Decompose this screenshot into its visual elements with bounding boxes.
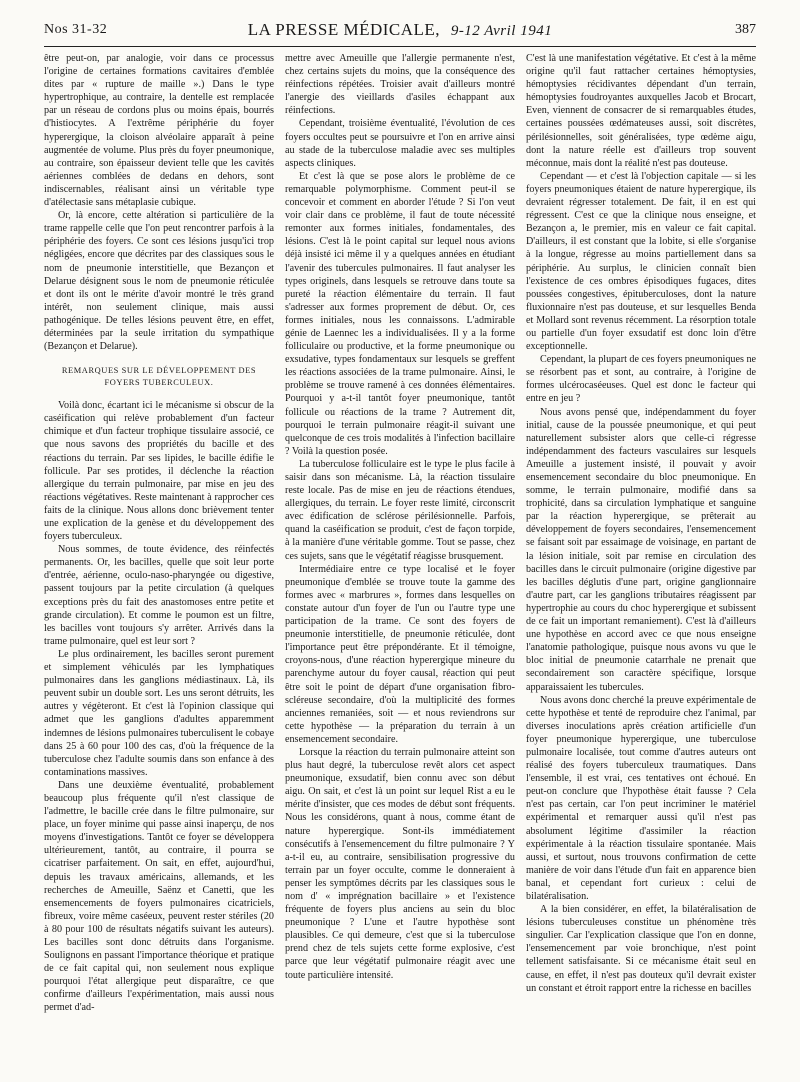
section-heading: REMARQUES SUR LE DÉVELOPPEMENT DES FOYERS TUBERCULEUX. xyxy=(61,366,257,388)
paragraph: mettre avec Ameuille que l'allergie permanente n'est, chez certains sujets du moins, que la conséquence des réinfections répétées. Troisier avait d'ailleurs montré l'anergie des vieillards d'asiles échappant aux réinfections. xyxy=(285,53,515,117)
header-rule xyxy=(44,46,756,47)
running-title xyxy=(44,20,756,40)
paragraph: Cependant, troisième éventualité, l'évolution de ces foyers occultes peut se poursuivre et l'on en arrive ainsi au stade de la tuberculose maladie avec ses multiples aspects cliniques. xyxy=(285,118,515,169)
paragraph: La tuberculose folliculaire est le type le plus facile à saisir dans son mécanisme. Là, la réaction tissulaire reste locale. Pas de mise en jeu de réactions étendues, allergiques, du terrain. Le foyer reste limité, circonscrit avec édification de sclérose périlésionnelle. Parfois, quand la caséification se produit, c'est de façon torpide, à la manière d'une véritable gomme. Tout se passe, chez ces sujets, sans que le végétatif réagisse brusquement. xyxy=(285,458,515,562)
journal-name: LA PRESSE MÉDICALE, xyxy=(247,20,441,39)
paragraph: C'est là une manifestation végétative. Et c'est à la même origine qu'il faut rattacher certaines hémoptysies, hémoptysies récidivantes dépendant d'un terrain, hémoptysies foudroyantes auxquelles Jacob et Brocart, Even, viennent de consacrer de si remarquables études, certaines poussées œdémateuses aussi, soit discrètes, périlésionnelles, soit généralisées, type œdème aigu, dont la nature réelle est d'ailleurs trop souvent méconnue, mais dont la réalité n'est pas douteuse. xyxy=(526,53,756,169)
paragraph: Le plus ordinairement, les bacilles seront purement et simplement véhiculés par les lymphatiques pulmonaires dans les ganglions médiastinaux. Là, ils peuvent subir un double sort. Les uns seront détruits, les autres y végèteront. Et c'est là l'opinion classique qui admet que les ganglions d'adultes apparemment indemnes de lésions pulmonaires tuberculisent le cobaye dans 25 à 60 pour 100 des cas, d'où la fréquence de la tuberculose chez l'adulte soumis dans son enfance à des contaminations massives. xyxy=(44,648,274,778)
paragraph: Et c'est là que se pose alors le problème de ce remarquable polymorphisme. Comment peut-il se concevoir et comment en aborder l'étude ? Si l'on veut voir clair dans ce problème, il faut de toute nécessité remonter aux formes initiales, fondamentales, des lésions. C'est là le point capital sur lequel nous avions déjà insisté ici même il y a quelques années en étudiant l'avenir des tubercules pulmonaires. Il faut analyser les types originels, dans lesquels se retrouve dans toute sa pureté la réaction élémentaire du terrain. Il faut s'adresser aux formes proprement de début. Or, ces formes initiales, nous les connaissons. L'admirable génie de Laennec les a individualisées. Il y a la forme folliculaire ou productive, et la forme pneumonique ou exsudative, types fondamentaux sur lesquels se greffent les réactions associées de la trame pulmonaire. Ainsi, le problème se trouve ramené à ces données élémentaires. Pourquoi y a-t-il tantôt foyer pneumonique, tantôt follicule ou réactions de la trame ? Autrement dit, pourquoi le terrain pulmonaire réagit-il suivant une quelconque de ces trois modalités à l'infection bacillaire ? Voilà la question posée. xyxy=(285,170,515,457)
paragraph: Lorsque la réaction du terrain pulmonaire atteint son plus haut degré, la tuberculose revêt alors cet aspect pneumonique, exsudatif, bien connu avec son début aigu. On sait, et c'est là un point sur lequel Rist a eu le mérite d'insister, que ces modes de début sont fréquents. Nous les considérons, quant à nous, comme étant de nature hyperergique. Sont-ils immédiatement consécutifs à l'ensemencement du filtre pulmonaire ? Y a-t-il eu, au contraire, sensibilisation progressive du terrain par un foyer occulte, comme le donneraient à penser les symptômes décrits par les classiques sous le nom d' « imprégnation bacillaire » et l'existence fréquente de foyers plus anciens au sein du bloc pneumonique ? L'une et l'autre hypothèse sont plausibles. Ce qui demeure, c'est que si la tuberculose prend chez de tels sujets cette forme explosive, c'est parce que leur végétatif pulmonaire réagit avec une toute particulière intensité. xyxy=(285,746,515,981)
paragraph: Nous sommes, de toute évidence, des réinfectés permanents. Or, les bacilles, quelle que soit leur porte d'entrée, aérienne, oculo-naso-pharyngée ou digestive, passent toujours par la petite circulation (à quelques exceptions près du fait des anastomoses entre petite et grande circulation). Et comme le poumon est un filtre, les bacilles vont toujours s'y arrêter. Arrivés dans la trame pulmonaire, quel est leur sort ? xyxy=(44,544,274,647)
paragraph: être peut-on, par analogie, voir dans ce processus l'origine de certaines formations cavitaires d'emblée dites par « rupture de maille ».) Dans le type hypertrophique, au contraire, la dentelle est remplacée par un réseau de cordons plus ou moins épais, bourrés d'histiocytes. A l'extrême périphérie du foyer hyperergique, la cloison alvéolaire apparaît à peine augmentée de volume. Plus près du foyer pneumonique, au contraire, son épaisseur devient telle que les cavités aériennes comblées de dedans en dehors, sont indiscernables, réalisant ainsi un véritable type d'atélectasie sans métaplasie cubique. xyxy=(44,53,274,209)
text-column-2 xyxy=(285,52,515,1074)
issue-date: 9-12 Avril 1941 xyxy=(450,23,553,39)
paragraph: Dans une deuxième éventualité, probablement beaucoup plus fréquente qu'il n'est classique de l'admettre, le bacille crée dans le filtre pulmonaire, sur place, un foyer minime qui passe ainsi inaperçu, de nos moyens d'investigations. Tantôt ce foyer se développera ultérieurement, tantôt, au contraire, il pourra se cicatriser parfaitement. On sait, en effet, aujourd'hui, depuis les travaux américains, allemands, et les recherches de Ameuille, Saënz et Canetti, que les ensemencements de foyers pulmonaires cicatriciels, fibreux, voire même caséeux, peuvent rester stériles (20 à 80 pour 100 de résultats négatifs suivant les auteurs). Les bacilles sont donc détruits dans l'organisme. Soulignons en passant l'importance théorique et pratique de ce fait capital qui, non seulement nous explique pourquoi l'état allergique peut disparaître, ce que confirme d'ailleurs l'expérimentation, mais aussi nous permet d'ad- xyxy=(44,779,274,1014)
page-number: 387 xyxy=(735,22,756,37)
page-header xyxy=(44,20,756,44)
paragraph: Nous avons donc cherché la preuve expérimentale de cette hypothèse et tenté de reproduire chez l'animal, par diverses inoculations après création artificielle d'un foyer pneumonique hyperergique, une tuberculose pulmonaire localisée, tout comme d'autres auteurs ont réalisé des foyers tuberculeux traumatiques. Dans l'ensemble, il est vrai, ces tentatives ont échoué. En peut-on conclure que l'hypothèse était fausse ? Cela n'est pas certain, car l'on peut incriminer le matériel expérimental et remarquer aussi qu'il n'est pas absolument légitime d'assimiler la réaction expérimentale à la réaction tissulaire spontanée. Mais aussi, et surtout, nous trouvons confirmation de cette manière de voir dans l'étude d'un fait en apparence bien banal, et cependant fort curieux : celui de bilatéralisation. xyxy=(526,694,756,902)
text-column-3 xyxy=(526,52,756,1074)
paragraph: Cependant, la plupart de ces foyers pneumoniques ne se résorbent pas et sont, au contraire, à l'origine de formes ulcérocaséeuses. Quel est donc le facteur qui entre en jeu ? xyxy=(526,354,756,405)
paragraph: Voilà donc, écartant ici le mécanisme si obscur de la caséification qui relève probablement d'un facteur chimique et d'un facteur trophique tissulaire associé, ce que nous savons des propriétés du bacille et des réactions du terrain. Par ses lipides, le bacille édifie le follicule. Par ses protides, il déclenche la réaction allergique du terrain pulmonaire, par mise en jeu des réactions végétatives. Reste maintenant à rapprocher ces faits de la clinique. Nous allons donc brièvement tenter une explication de la genèse et du développement des foyers tuberculeux. xyxy=(44,400,274,543)
paragraph: Nous avons pensé que, indépendamment du foyer initial, cause de la poussée pneumonique, et qui peut naturellement subsister alors que celle-ci régresse indépendamment des facteurs vasculaires sur lesquels Ameuille a justement insisté, il pouvait y avoir ensemencement secondaire du bloc pneumonique. En somme, le terrain pulmonaire, modifié dans sa trophicité, dans sa circulation lymphatique et sanguine par la réaction hyperergique, se prêterait au développement de foyers secondaires, l'ensemencement se faisant soit par essaimage de voisinage, en partant de la lésion initiale, soit par remise en circulation des bacilles dans le circuit pulmonaire (origine digestive par les bacilles déglutis d'une part, origine ganglionnaire d'autre part, car les ganglions tributaires réagissent par hypertrophie au cours du choc hyperergique et subissent de ce fait un important remaniement). C'est là d'ailleurs une hypothèse en accord avec ce que nous enseigne l'anatomie pathologique, puisque nous avons vu que le bloc initial de pneumonie catarrhale ne prenait que secondairement son caractère spécifique, lorsque apparaissaient les tubercules. xyxy=(526,406,756,693)
text-column-1 xyxy=(44,52,274,1074)
paragraph: Or, là encore, cette altération si particulière de la trame rappelle celle que l'on peut rencontrer parfois à la périphérie des foyers. Ce sont ces lésions jusqu'ici trop négligées, encore que décrites par des classiques sous le nom de pneumonie interstitielle, que Bezançon et Delarue désignent sous le nom de pneumonie réticulée et dont ils ont le mérite d'avoir montré le très grand intérêt, non seulement clinique, mais aussi pathogénique. De telles lésions peuvent être, en effet, déterminées par la seule irritation du sympathique (Bezançon et Delarue). xyxy=(44,210,274,353)
paragraph: A la bien considérer, en effet, la bilatéralisation de lésions tuberculeuses constitue un phénomène très singulier. Car l'explication classique que l'on en donne, l'ensemencement par voie bronchique, n'est point tellement satisfaisante. Si ce mécanisme était seul en cause, en effet, il n'est pas douteux qu'il devrait exister un constant et étroit rapport entre la richesse en bacilles xyxy=(526,904,756,994)
paragraph: Cependant — et c'est là l'objection capitale — si les foyers pneumoniques étaient de nature hyperergique, ils devraient régresser totalement. De fait, il en est qui régressent. C'est ce que la clinique nous enseigne, et Bezançon a, le premier, mis en valeur ce fait capital. D'ailleurs, il est constant que la lobite, si elle s'organise à la longue, régresse au moins partiellement dans sa périphérie. Au surplus, le clinicien connaît bien l'existence de ces ombres épisodiques fugaces, dites poussées congestives, épituberculoses, dont la nature fluxionnaire n'est pas douteuse, et sur lesquelles Benda et Mollard sont revenus récemment. La résorption totale ou partielle d'un foyer exsudatif est donc loin d'être exceptionnelle. xyxy=(526,170,756,353)
issue-number: Nos 31-32 xyxy=(44,22,108,37)
paragraph: Intermédiaire entre ce type localisé et le foyer pneumonique d'emblée se trouve toute la gamme des formes avec « marbrures », formes dans lesquelles on constate autour d'un foyer de l'un ou l'autre type une participation de la trame. Ce sont des foyers de pneumonie interstitielle, de pneumonie réticulée, dont l'importance peut être prépondérante. Et il témoigne, croyons-nous, d'une réaction hyperergique mineure du parenchyme autour du foyer causal, réaction qui peut être soit le point de départ d'une organisation fibro-scléreuse secondaire, d'où la multiplicité des formes anciennes remaniées, soit — et nous reviendrons sur cette hypothèse — la préparation du terrain à un ensemencement secondaire. xyxy=(285,563,515,745)
